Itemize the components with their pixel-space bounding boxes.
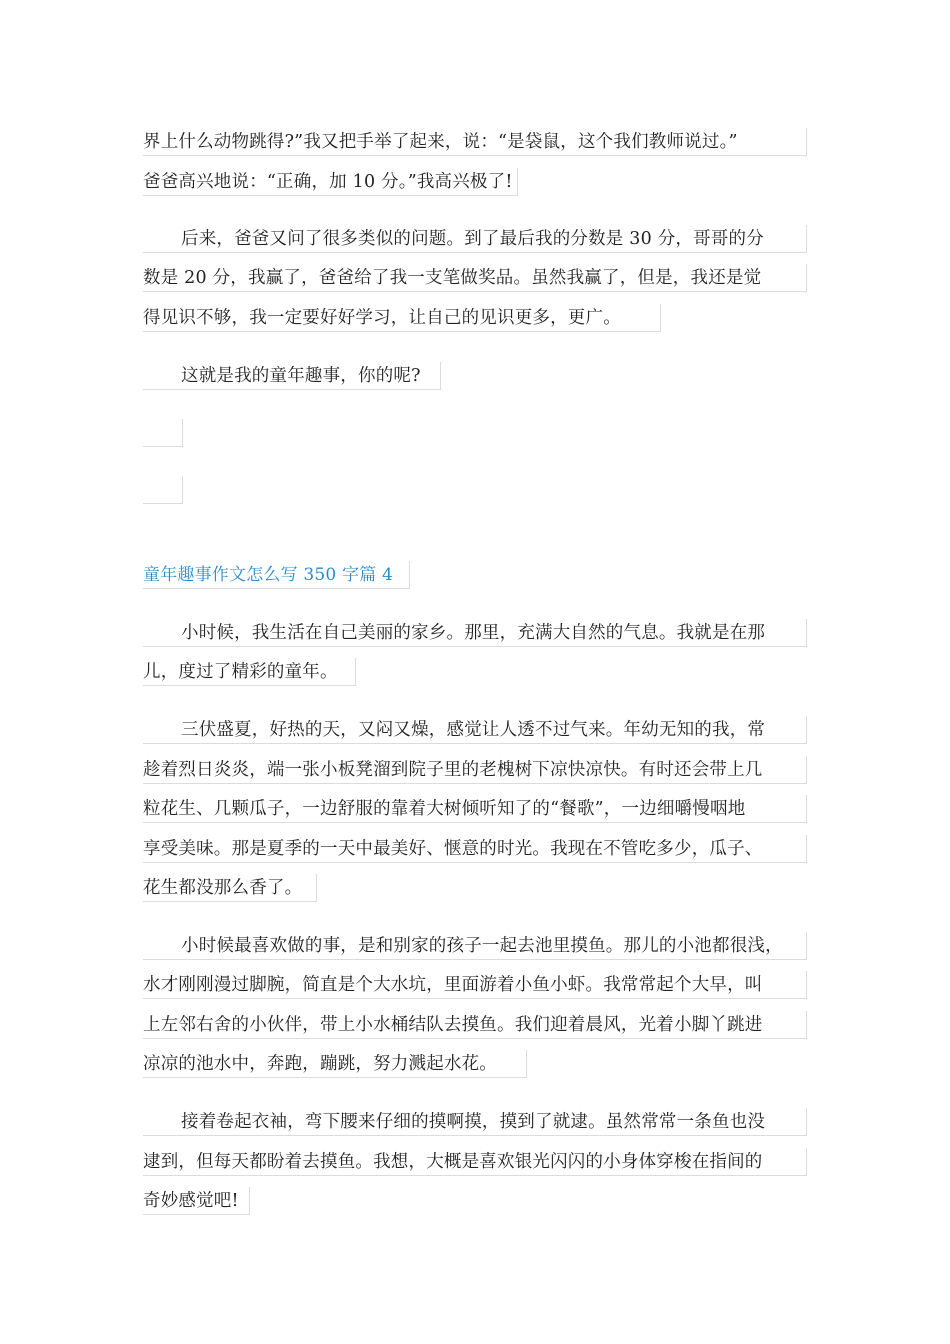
text-line: 小时候最喜欢做的事，是和别家的孩子一起去池里摸鱼。那儿的小池都很浅， (143, 932, 807, 960)
text-line: 界上什么动物跳得?”我又把手举了起来，说：“是袋鼠，这个我们教师说过。” (143, 128, 807, 156)
text-line: 上左邻右舍的小伙伴，带上小水桶结队去摸鱼。我们迎着晨风，光着小脚丫跳进 (143, 1011, 807, 1039)
empty-line (143, 419, 183, 447)
text-line: 三伏盛夏，好热的天，又闷又燥，感觉让人透不过气来。年幼无知的我，常 (143, 716, 807, 744)
text-line: 后来，爸爸又问了很多类似的问题。到了最后我的分数是 30 分，哥哥的分 (143, 225, 807, 253)
text-line: 奇妙感觉吧! (143, 1187, 250, 1215)
text-line: 爸爸高兴地说：“正确，加 10 分。”我高兴极了! (143, 168, 518, 196)
text-line: 小时候，我生活在自己美丽的家乡。那里，充满大自然的气息。我就是在那 (143, 619, 807, 647)
text-line: 接着卷起衣袖，弯下腰来仔细的摸啊摸，摸到了就逮。虽然常常一条鱼也没 (143, 1108, 807, 1136)
text-line: 水才刚刚漫过脚腕，简直是个大水坑，里面游着小鱼小虾。我常常起个大早，叫 (143, 971, 807, 999)
text-line: 得见识不够，我一定要好好学习，让自己的见识更多，更广。 (143, 304, 661, 332)
text-line: 数是 20 分，我赢了，爸爸给了我一支笔做奖品。虽然我赢了，但是，我还是觉 (143, 264, 807, 292)
text-line: 这就是我的童年趣事，你的呢? (143, 362, 441, 390)
text-line: 凉凉的池水中，奔跑，蹦跳，努力溅起水花。 (143, 1050, 527, 1078)
text-line: 逮到，但每天都盼着去摸鱼。我想，大概是喜欢银光闪闪的小身体穿梭在指间的 (143, 1148, 807, 1176)
text-line: 粒花生、几颗瓜子，一边舒服的靠着大树倾听知了的“餐歌”，一边细嚼慢咽地 (143, 795, 807, 823)
section-heading: 童年趣事作文怎么写 350 字篇 4 (143, 561, 410, 589)
text-line: 趁着烈日炎炎，端一张小板凳溜到院子里的老槐树下凉快凉快。有时还会带上几 (143, 756, 807, 784)
text-line: 花生都没那么香了。 (143, 874, 317, 902)
empty-line (143, 476, 183, 504)
text-line: 儿，度过了精彩的童年。 (143, 658, 356, 686)
text-line: 享受美味。那是夏季的一天中最美好、惬意的时光。我现在不管吃多少，瓜子、 (143, 835, 807, 863)
